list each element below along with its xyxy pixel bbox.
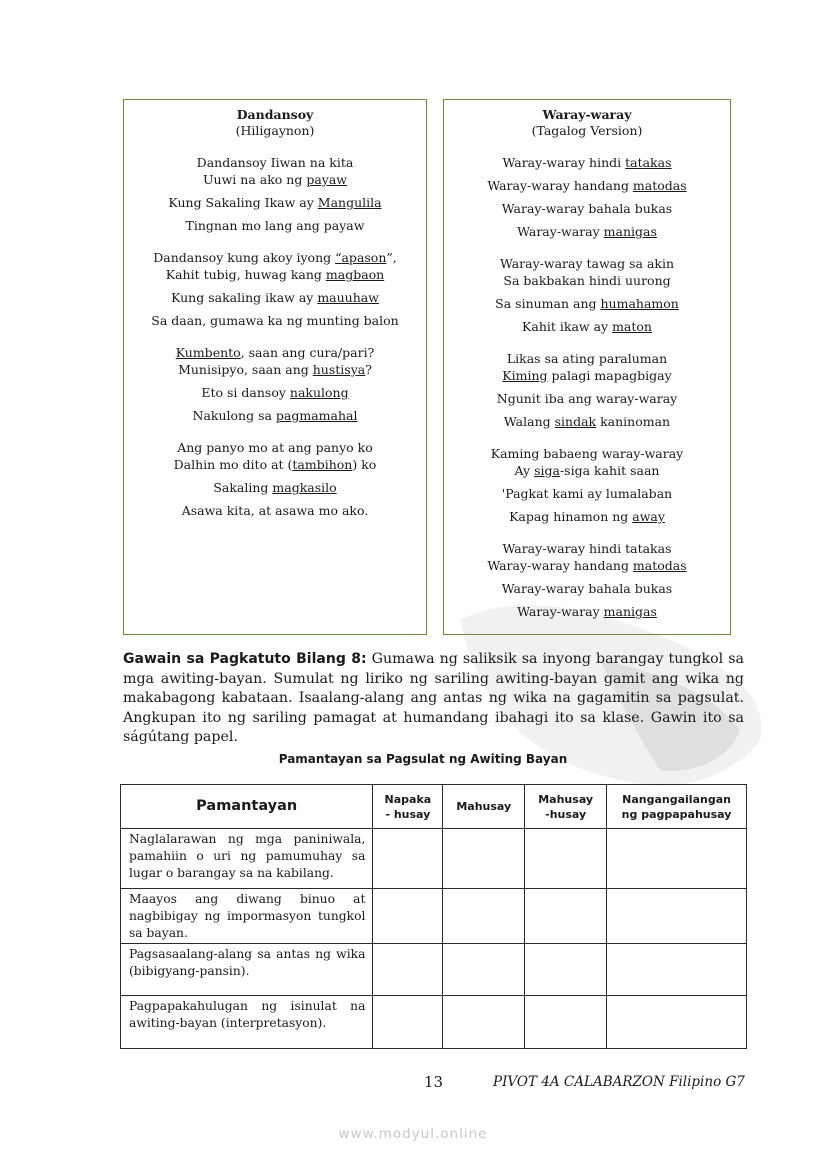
poem-line: [444, 462, 730, 479]
page-number: 13: [424, 1073, 444, 1091]
poem-line: [444, 508, 730, 525]
glossary-word: Kiming: [502, 368, 548, 383]
poem-body: [444, 154, 730, 620]
criterion-cell: Pagpapakahulugan ng isinulat na awiting-bayan (interpretasyon).: [121, 996, 373, 1049]
rubric-title: Pamantayan sa Pagsulat ng Awiting Bayan: [278, 752, 568, 766]
glossary-word: magbaon: [325, 267, 385, 282]
header-nangangailangan: [607, 785, 747, 829]
glossary-word: hustisya: [312, 362, 366, 377]
stanza: [124, 439, 426, 519]
glossary-word: magkasilo: [272, 480, 337, 495]
line-text: Tingnan mo lang ang payaw: [185, 218, 365, 233]
poem-line: [124, 344, 426, 361]
line-text: Waray-waray handang: [487, 558, 633, 573]
poem-line: [124, 312, 426, 329]
line-text: Kahit ikaw ay: [522, 319, 613, 334]
header-pamantayan: Pamantayan: [121, 785, 373, 829]
poem-line: [124, 171, 426, 188]
line-text: Sa sinuman ang: [495, 296, 601, 311]
criterion-cell: Maayos ang diwang binuo at nagbibigay ng impormasyon tungkol sa bayan.: [121, 889, 373, 944]
header-text: Napaka - husay: [384, 792, 432, 821]
poem-line: [444, 223, 730, 240]
poem-line: [444, 557, 730, 574]
line-text: Waray-waray hindi: [502, 155, 626, 170]
line-text: Asawa kita, at asawa mo ako.: [181, 503, 369, 518]
poem-line: [444, 272, 730, 289]
line-text: -siga kahit saan: [559, 463, 660, 478]
poem-line: [124, 249, 426, 266]
score-cell: [525, 996, 607, 1049]
line-text: Walang: [503, 414, 555, 429]
line-text: Dandansoy Iiwan na kita: [196, 155, 354, 170]
table-row: [121, 829, 747, 889]
poem-line: [124, 361, 426, 378]
line-text: kaninoman: [596, 414, 671, 429]
score-cell: [607, 996, 747, 1049]
glossary-word: siga: [534, 463, 560, 478]
line-text: Likas sa ating paraluman: [506, 351, 668, 366]
line-text: Kahit tubig, huwag kang: [165, 267, 326, 282]
poem-line: [124, 154, 426, 171]
poem-line: [124, 502, 426, 519]
header-mahusay-husay: [525, 785, 607, 829]
glossary-word: nakulong: [289, 385, 349, 400]
poem-body: [124, 154, 426, 519]
glossary-word: humahamon: [600, 296, 679, 311]
glossary-word: Mangulila: [317, 195, 382, 210]
poem-line: [444, 367, 730, 384]
line-text: Eto si dansoy: [201, 385, 290, 400]
task-instructions: [123, 650, 744, 748]
score-cell: [373, 944, 443, 996]
score-cell: [373, 829, 443, 889]
poem-line: [444, 295, 730, 312]
line-text: 'Pagkat kami ay lumalaban: [501, 486, 673, 501]
score-cell: [443, 829, 525, 889]
rubric-header-row: [121, 785, 747, 829]
criterion-cell: Naglalarawan ng mga paniniwala, pamahiin o uri ng pamumuhay sa lugar o barangay sa na kabilang.: [121, 829, 373, 889]
glossary-word: payaw: [306, 172, 347, 187]
line-text: Sa bakbakan hindi uurong: [503, 273, 671, 288]
line-text: Kapag hinamon ng: [509, 509, 633, 524]
line-text: Dandansoy kung akoy iyong: [153, 250, 336, 265]
table-row: [121, 944, 747, 996]
poem-line: [124, 407, 426, 424]
glossary-word: mauuhaw: [317, 290, 379, 305]
glossary-word: pagmamahal: [275, 408, 358, 423]
line-text: ) ko: [352, 457, 377, 472]
glossary-word: Kumbento: [175, 345, 241, 360]
score-cell: [607, 889, 747, 944]
line-text: Uuwi na ako ng: [203, 172, 307, 187]
poem-title: Waray-waray: [542, 107, 632, 122]
line-text: ?: [365, 362, 372, 377]
line-text: Kung sakaling ikaw ay: [171, 290, 318, 305]
poem-line: [124, 289, 426, 306]
header-text: Mahusay: [456, 800, 512, 813]
task-text: Gumawa ng saliksik sa inyong barangay tungkol sa mga awiting-bayan. Sumulat ng liriko ng sariling awiting-bayan gamit ang wika ng makabagong kabataan. Isaalang-alang ang antas ng wika na gagamitin sa pagsulat. Angkupan ito ng sariling pamagat at humandang ibahagi ito sa klase. Gawin ito sa ságútang papel.: [123, 651, 744, 746]
line-text: palagi mapagbigay: [547, 368, 672, 383]
glossary-word: away: [632, 509, 665, 524]
stanza: [444, 540, 730, 620]
line-text: Dalhin mo dito at (: [173, 457, 293, 472]
stanza: [124, 249, 426, 329]
line-text: Kung Sakaling Ikaw ay: [168, 195, 318, 210]
poem-line: [444, 177, 730, 194]
glossary-word: maton: [612, 319, 652, 334]
poem-line: [444, 390, 730, 407]
line-text: Munisipyo, saan ang: [178, 362, 313, 377]
poem-line: [124, 439, 426, 456]
poem-line: [444, 485, 730, 502]
score-cell: [525, 829, 607, 889]
score-cell: [443, 944, 525, 996]
glossary-word: sindak: [554, 414, 597, 429]
table-row: [121, 889, 747, 944]
poem-line: [124, 266, 426, 283]
score-cell: [607, 829, 747, 889]
glossary-word: manigas: [603, 224, 657, 239]
poem-box-dandansoy: [123, 99, 427, 635]
poem-line: [444, 200, 730, 217]
line-text: Ang panyo mo at ang panyo ko: [177, 440, 373, 455]
stanza: [444, 445, 730, 525]
poem-line: [124, 194, 426, 211]
poem-line: [444, 318, 730, 335]
glossary-word: matodas: [632, 178, 687, 193]
stanza: [444, 255, 730, 335]
score-cell: [525, 889, 607, 944]
line-text: Ay: [514, 463, 535, 478]
header-text: Nangangailangan ng pagpapahusay: [621, 792, 732, 821]
glossary-word: tambihon: [292, 457, 353, 472]
score-cell: [373, 889, 443, 944]
line-text: ”,: [386, 250, 397, 265]
poem-line: [124, 217, 426, 234]
line-text: Waray-waray: [517, 604, 604, 619]
poem-line: [444, 350, 730, 367]
score-cell: [373, 996, 443, 1049]
glossary-word: tatakas: [625, 155, 672, 170]
line-text: Waray-waray tawag sa akin: [499, 256, 675, 271]
line-text: Waray-waray: [517, 224, 604, 239]
score-cell: [607, 944, 747, 996]
stanza: [444, 350, 730, 430]
line-text: Kaming babaeng waray-waray: [490, 446, 684, 461]
poem-line: [444, 580, 730, 597]
poem-line: [124, 479, 426, 496]
stanza: [124, 344, 426, 424]
line-text: Sa daan, gumawa ka ng munting balon: [151, 313, 399, 328]
line-text: Waray-waray handang: [487, 178, 633, 193]
line-text: Sakaling: [213, 480, 273, 495]
poem-line: [124, 456, 426, 473]
line-text: Waray-waray hindi tatakas: [502, 541, 672, 556]
poem-line: [444, 540, 730, 557]
line-text: Nakulong sa: [192, 408, 276, 423]
stanza: [124, 154, 426, 234]
header-text: Mahusay -husay: [538, 792, 594, 821]
poem-line: [444, 603, 730, 620]
glossary-word: manigas: [603, 604, 657, 619]
table-row: [121, 996, 747, 1049]
stanza: [444, 154, 730, 240]
glossary-word: “apason: [335, 250, 387, 265]
score-cell: [443, 996, 525, 1049]
glossary-word: matodas: [632, 558, 687, 573]
footer-reference: PIVOT 4A CALABARZON Filipino G7: [493, 1074, 745, 1090]
poem-title: Dandansoy: [236, 107, 314, 122]
poem-line: [444, 413, 730, 430]
poem-line: [444, 154, 730, 171]
header-mahusay: [443, 785, 525, 829]
poem-subtitle: (Tagalog Version): [531, 123, 643, 138]
task-label: Gawain sa Pagkatuto Bilang 8:: [123, 651, 367, 667]
poem-line: [124, 384, 426, 401]
criterion-cell: Pagsasaalang-alang sa antas ng wika (bibigyang-pansin).: [121, 944, 373, 996]
score-cell: [443, 889, 525, 944]
poem-line: [444, 255, 730, 272]
line-text: Waray-waray bahala bukas: [501, 581, 673, 596]
line-text: Waray-waray bahala bukas: [501, 201, 673, 216]
rubric-table: [120, 784, 747, 1049]
line-text: , saan ang cura/pari?: [240, 345, 375, 360]
site-watermark: www.modyul.online: [338, 1126, 488, 1142]
poem-subtitle: (Hiligaynon): [235, 123, 315, 138]
score-cell: [525, 944, 607, 996]
line-text: Ngunit iba ang waray-waray: [496, 391, 678, 406]
header-napakahusay: [373, 785, 443, 829]
poem-line: [444, 445, 730, 462]
poem-box-waray-waray: [443, 99, 731, 635]
